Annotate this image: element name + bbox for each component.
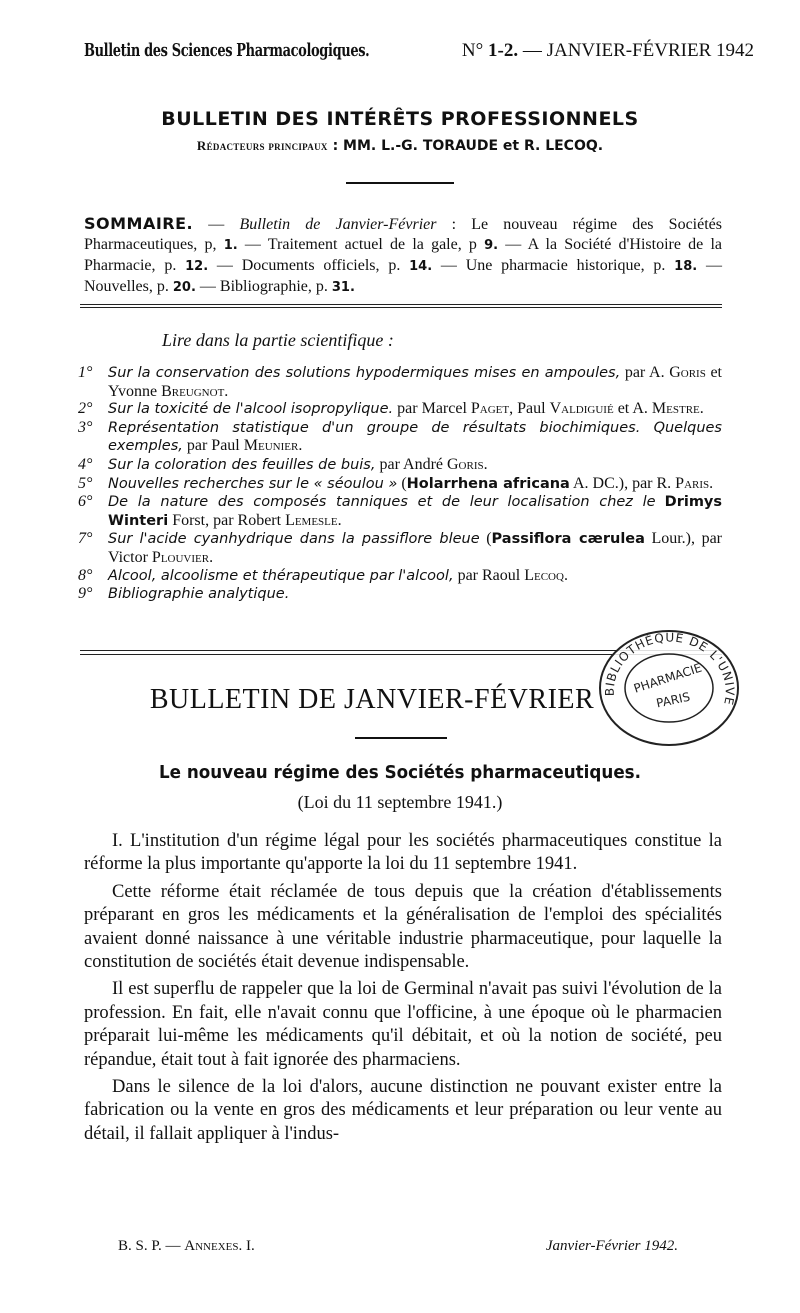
paragraph: Il est superflu de rappeler que la loi de Germinal n'avait pas suivi l'évolution de la profession. En fait, elle n'avait connu que l'officine, à une époque où le pharmacien préparait lui-même les médicaments qu'il débitait, et où la notion de société, peu répandue, était tout à fait ignorée des pharmaciens. — [84, 979, 722, 1070]
title-rule — [346, 182, 454, 184]
section-heading: BULLETIN DE JANVIER-FÉVRIER — [149, 684, 595, 715]
issue-number: 1-2. — [488, 40, 519, 61]
editors-names: : MM. L.-G. TORAUDE et R. LECOQ. — [332, 138, 604, 154]
journal-name: Bulletin des Sciences Pharmacologiques. — [84, 40, 370, 61]
sommaire-block: SOMMAIRE. — Bulletin de Janvier-Février : Le nouveau régime des Sociétés Pharmaceutiques, p, 1. — Traitement actuel de la gale, p 9. — A la Société d'Histoire de la Pharmacie, p. 12. — Documents officiels, p. 14. — Une pharmacie historique, p. 18. — Nouvelles, p. 20. — Bibliographie, p. 31. — [84, 214, 723, 295]
list-item: 6° De la nature des composés tanniques et de leur localisation chez le Drimys Winteri Forst, par Robert Lemesle. — [78, 493, 723, 529]
article-title: Le nouveau régime des Sociétés pharmaceutiques. — [158, 762, 642, 783]
page-title: BULLETIN DES INTÉRÊTS PROFESSIONNELS — [161, 108, 639, 130]
list-item: 5° Nouvelles recherches sur le « séoulou » (Holarrhena africana A. DC.), par R. Paris. — [78, 474, 714, 492]
stamp-line-2: PARIS — [655, 689, 692, 711]
divider — [80, 307, 722, 308]
list-item: 3° Représentation statistique d'un groupe de résultats biochimiques. Quelques exemples, par Paul Meunier. — [78, 418, 722, 455]
list-item: 9° Bibliographie analytique. — [78, 585, 290, 603]
stamp-line-1: PHARMACIE — [631, 660, 704, 696]
library-stamp — [596, 626, 742, 748]
editors-label: Rédacteurs principaux — [196, 138, 328, 153]
paragraph: Dans le silence de la loi d'alors, aucune distinction ne pouvant exister entre la fabrication ou la vente en gros des médicaments et leur préparation ou leur vente au détail, il fallait appliquer à l'indus- — [84, 1077, 722, 1144]
list-item: 2° Sur la toxicité de l'alcool isopropylique. par Marcel Paget, Paul Valdiguié et A. Mestre. — [78, 400, 704, 418]
editors-line — [0, 138, 800, 154]
divider — [80, 304, 722, 305]
list-item: 4° Sur la coloration des feuilles de buis, par André Goris. — [78, 455, 488, 473]
running-header — [84, 38, 754, 68]
article-subtitle: (Loi du 11 septembre 1941.) — [297, 792, 503, 812]
sommaire-issue: Bulletin de Janvier-Février — [239, 216, 437, 233]
paragraph: I. L'institution d'un régime légal pour les sociétés pharmaceutiques constitue la réforme la plus importante qu'apporte la loi du 11 septembre 1941. — [84, 831, 722, 875]
section-rule — [355, 737, 447, 739]
footer-left: B. S. P. — Annexes. I. — [118, 1238, 255, 1254]
scientific-toc — [78, 364, 722, 604]
stamp-seal-icon — [596, 626, 742, 748]
article-body — [84, 830, 722, 1150]
list-item: 1° Sur la conservation des solutions hypodermiques mises en ampoules, par A. Goris et Yvonne Breugnot. — [78, 364, 723, 400]
footer-right: Janvier-Février 1942. — [545, 1238, 678, 1254]
issue-info: N° 1-2. — JANVIER-FÉVRIER 1942 — [461, 40, 754, 61]
paragraph: Cette réforme était réclamée de tous depuis que la création d'établissements préparant en gros les médicaments et la généralisation de l'emploi des spécialités avaient donné naissance à une véritable industrie pharmaceutique, pour laquelle la constitution de sociétés était devenue indispensable. — [84, 881, 722, 973]
lire-heading: Lire dans la partie scientifique : — [162, 330, 394, 350]
list-item: 8° Alcool, alcoolisme et thérapeutique par l'alcool, par Raoul Lecoq. — [78, 566, 568, 584]
sommaire-label: SOMMAIRE. — [84, 214, 194, 233]
svg-text:BIBLIOTHÈQUE DE L'UNIVERSITÉ: BIBLIOTHÈQUE DE L'UNIVE — [602, 630, 737, 708]
list-item: 7° Sur l'acide cyanhydrique dans la passiflore bleue (Passiflora cærulea Lour.), par Victor Plouvier. — [78, 530, 722, 566]
